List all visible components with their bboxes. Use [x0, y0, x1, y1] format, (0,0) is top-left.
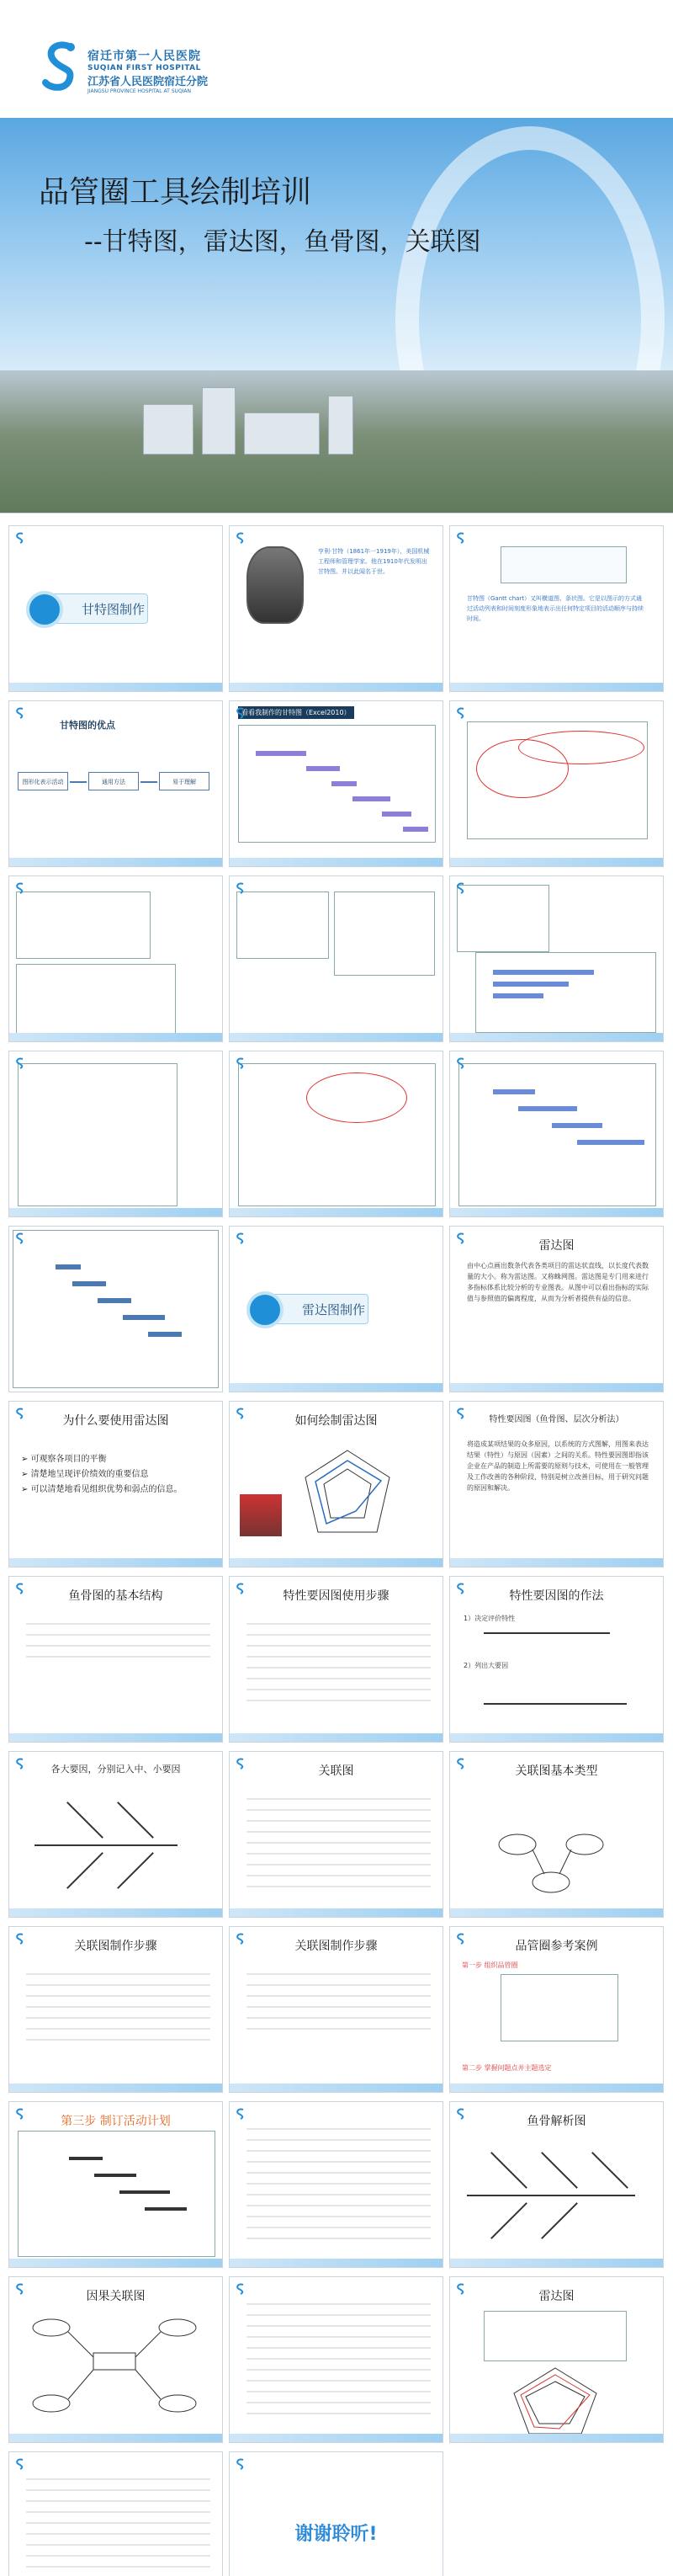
slide-footer-wave	[450, 1558, 663, 1567]
slide-footer-wave	[9, 2259, 222, 2267]
slide-footer-wave	[9, 683, 222, 691]
slide-title: 鱼骨图的基本结构	[68, 1589, 163, 1603]
bullet-item: ➢ 清楚地呈现评价绩效的重要信息	[21, 1470, 149, 1479]
slide-footer-wave	[450, 2259, 663, 2267]
case-step-label: 第二步 掌握问题点并主题选定	[462, 2064, 552, 2072]
slide-corner-logo-icon	[235, 531, 246, 543]
slide-footer-wave	[9, 1908, 222, 1917]
gantt-bar	[382, 812, 411, 817]
steps-text-lines	[26, 1964, 210, 2048]
slide-corner-logo-icon	[235, 881, 246, 893]
slide-fish-analysis[interactable]	[449, 2101, 664, 2268]
slide-footer-wave	[230, 2259, 442, 2267]
fishbone-rib	[541, 2202, 578, 2239]
gantt-bar	[306, 766, 340, 771]
slide-title: 如何绘制雷达图	[294, 1414, 378, 1428]
slide-excel-data-1[interactable]	[8, 876, 223, 1042]
slide-corner-logo-icon	[14, 2107, 26, 2119]
plan-bar	[69, 2157, 103, 2160]
gantt-definition-text: 甘特图（Gantt chart）又叫横道图、条状图。它是以图示的方式通过活动列表和时间刻度形象地表示出任何特定项目的活动顺序与持续时间。	[467, 595, 644, 622]
chart-bar	[518, 1106, 577, 1111]
radar-diagram	[297, 1444, 398, 1545]
slide-footer-wave	[9, 1558, 222, 1567]
slide-relation-steps-1[interactable]	[8, 1926, 223, 2093]
slide-fishbone-steps[interactable]	[229, 1576, 443, 1743]
slide-corner-logo-icon	[455, 1407, 467, 1418]
method-step-1: 1）决定评价特性	[464, 1615, 516, 1622]
plan-bar	[123, 1315, 165, 1320]
advantages-title: 甘特图的优点	[60, 720, 115, 731]
chart-bar	[552, 1123, 602, 1128]
slide-corner-logo-icon	[455, 706, 467, 718]
slide-gantt-table[interactable]	[449, 700, 664, 867]
case-image	[501, 1974, 618, 2041]
slide-footer-wave	[230, 1383, 442, 1392]
fishbone-rib	[541, 2152, 578, 2189]
bullet-item: ➢ 可观察各项目的平衡	[21, 1455, 107, 1464]
slide-gantt-bio[interactable]	[229, 525, 443, 692]
data-table-image	[16, 891, 151, 959]
slide-footer-wave	[450, 2434, 663, 2442]
slide-relation-types[interactable]	[449, 1751, 664, 1918]
radar-data-table	[484, 2311, 627, 2361]
slide-title: 雷达图	[538, 1239, 575, 1253]
slide-title: 为什么要使用雷达图	[62, 1414, 169, 1428]
slide-corner-logo-icon	[235, 706, 246, 718]
slide-footer-wave	[9, 1208, 222, 1216]
excel-format-screenshot	[18, 1063, 178, 1206]
table-image	[467, 721, 648, 839]
slide-footer-wave	[230, 683, 442, 691]
slide-fishbone-method[interactable]	[449, 1576, 664, 1743]
slide-title: 因果关联图	[86, 2290, 146, 2303]
slide-corner-logo-icon	[235, 1232, 246, 1243]
section-pill	[47, 593, 148, 624]
fishbone-rib	[591, 2152, 628, 2189]
data-table-image	[16, 964, 176, 1036]
highlight-ellipse	[306, 1072, 407, 1123]
slide-radar-definition[interactable]	[449, 1226, 664, 1392]
hospital-logo-icon	[40, 39, 79, 93]
section-icon	[26, 591, 63, 628]
slide-title: 各大要因，分别记入中、小要因	[50, 1764, 181, 1775]
slide-qc-case[interactable]	[449, 1926, 664, 2093]
slide-footer-wave	[230, 1033, 442, 1041]
slide-footer-wave	[230, 2084, 442, 2092]
slide-corner-logo-icon	[14, 1582, 26, 1594]
plan-bar	[145, 2207, 187, 2211]
fishbone-definition-text: 将造成某项结果的众多原因，以系统的方式图解，用图来表达结果（特性）与原因（因素）之间的关系。特性要因图即指该企业在产品的制造上所需要的原则与技术，可使用在一般管理及工作改善的各种阶段，特别是树立改善目标，用于研究问题的原因和解决。	[467, 1440, 649, 1492]
slide-corner-logo-icon	[455, 1932, 467, 1944]
slide-footer-wave	[9, 1733, 222, 1742]
chart-bar	[493, 1089, 535, 1094]
building-shape	[202, 387, 236, 455]
fishbone-rib	[117, 1802, 154, 1839]
section-label: 甘特图制作	[82, 602, 146, 617]
slide-corner-logo-icon	[455, 1757, 467, 1769]
steps-text-lines	[246, 1964, 431, 2031]
slide-title: 鱼骨解析图	[527, 2115, 586, 2128]
slide-corner-logo-icon	[455, 2107, 467, 2119]
bullet-list	[21, 1452, 183, 1498]
slide-title: 关联图制作步骤	[294, 1940, 378, 1953]
chart-bar	[493, 970, 594, 975]
excel-menu-image	[457, 885, 549, 952]
summary-notes-lines	[26, 2469, 210, 2576]
gantt-chart-image	[238, 725, 436, 843]
slide-footer-wave	[230, 858, 442, 866]
slide-footer-wave	[450, 2084, 663, 2092]
activity-plan-table	[18, 2131, 215, 2257]
slide-fishbone-causes[interactable]	[8, 1751, 223, 1918]
slide-activity-plan[interactable]	[8, 2101, 223, 2268]
gantt-bar	[403, 827, 428, 832]
cover-title: 品管圈工具绘制培训	[39, 175, 312, 210]
slide-corner-logo-icon	[14, 2282, 26, 2294]
branch-name-en: JIANGSU PROVINCE HOSPITAL AT SUQIAN	[87, 88, 192, 94]
building-shape	[328, 396, 353, 455]
fishbone-rib	[490, 2152, 527, 2189]
slide-gantt-plan-table[interactable]	[8, 1226, 223, 1392]
fishbone-rib	[66, 1802, 103, 1839]
slide-footer-wave	[230, 1208, 442, 1216]
advantage-chip: 图形化表示活动	[18, 772, 68, 790]
slide-fishbone-definition[interactable]	[449, 1401, 664, 1567]
slide-corner-logo-icon	[455, 881, 467, 893]
slide-corner-logo-icon	[235, 2107, 246, 2119]
slide-corner-logo-icon	[455, 1232, 467, 1243]
slide-title: 特性要因图的作法	[509, 1589, 604, 1603]
slide-title: 品管圈参考案例	[515, 1940, 598, 1953]
slide-excel-data-2[interactable]	[229, 876, 443, 1042]
slide-corner-logo-icon	[14, 1232, 26, 1243]
slide-footer-wave	[9, 2434, 222, 2442]
fishbone-rib	[66, 1852, 103, 1889]
slide-title: 特性要因图使用步骤	[283, 1589, 389, 1603]
gantt-bar	[331, 781, 357, 786]
slide-title: 第三步 制订活动计划	[61, 2115, 171, 2128]
gantt-bio-text: 亨利·甘特（1861年一1919年），美国机械工程师和管理学家。他在1910年代发明出甘特图。并以此闻名于世。	[318, 548, 430, 575]
slide-title: 关联图制作步骤	[74, 1940, 157, 1953]
slide-footer-wave	[450, 1033, 663, 1041]
slide-title: 关联图	[318, 1764, 354, 1778]
slide-corner-logo-icon	[14, 1932, 26, 1944]
section-pill	[268, 1294, 368, 1324]
hospital-name-cn: 宿迁市第一人民医院	[87, 50, 201, 63]
hospital-name-en: SUQIAN FIRST HOSPITAL	[87, 64, 201, 72]
section-label: 雷达图制作	[302, 1302, 366, 1317]
final-gantt-chart	[458, 1063, 656, 1206]
excel-slide-title: 看看我制作的甘特图（Excel2010）	[238, 706, 354, 719]
fishbone-spine	[484, 1703, 627, 1705]
slide-summary-notes[interactable]	[8, 2451, 223, 2576]
slide-how-radar[interactable]	[229, 1401, 443, 1567]
slide-footer-wave	[450, 1908, 663, 1917]
highlight-ellipse	[518, 731, 644, 764]
slide-gantt-excel[interactable]	[229, 700, 443, 867]
slide-footer-wave	[9, 1033, 222, 1041]
branch-name-cn: 江苏省人民医院宿迁分院	[87, 76, 209, 88]
slide-excel-format-2[interactable]	[229, 1051, 443, 1217]
slide-footer-wave	[450, 683, 663, 691]
fishbone-spine	[484, 1632, 610, 1634]
excel-chart-image	[475, 952, 656, 1033]
bullet-item: ➢ 可以清楚地看见组织优势和弱点的信息。	[21, 1485, 183, 1494]
gantt-bar	[352, 796, 390, 801]
slide-corner-logo-icon	[14, 2457, 26, 2469]
slide-footer-wave	[230, 1558, 442, 1567]
radar-example-chart	[509, 2365, 601, 2437]
books-image	[240, 1494, 282, 1536]
slide-footer-wave	[9, 858, 222, 866]
slide-gantt-advantages[interactable]	[8, 700, 223, 867]
chart-bar	[493, 982, 569, 987]
slide-gantt-definition[interactable]	[449, 525, 664, 692]
slide-excel-format-1[interactable]	[8, 1051, 223, 1217]
slide-footer-wave	[450, 1733, 663, 1742]
slide-title: 雷达图	[538, 2290, 575, 2303]
cover-slide	[0, 0, 673, 514]
advantage-chip: 易于理解	[159, 772, 209, 790]
slide-excel-final-chart[interactable]	[449, 1051, 664, 1217]
cover-subtitle: --甘特图，雷达图，鱼骨图，关联图	[84, 227, 481, 257]
radar-definition-text: 由中心点画出数条代表各类项目的雷达状直线，以长度代表数量的大小。称为雷达图。又称蛛网图。雷达图是专门用来进行多指标体系比较分析的专业图表。从图中可以看出指标的实际值与参照值的偏离程度，从而为分析者提供有益的信息。	[467, 1262, 649, 1302]
section-icon	[246, 1291, 284, 1328]
slide-relation-steps-2[interactable]	[229, 1926, 443, 2093]
chart-bar	[577, 1140, 644, 1145]
slide-footer-wave	[450, 1383, 663, 1392]
plan-bar	[56, 1264, 81, 1269]
plan-bar	[148, 1332, 182, 1337]
slide-title: 关联图基本类型	[515, 1764, 598, 1778]
slide-thanks[interactable]	[229, 2451, 443, 2576]
slide-corner-logo-icon	[14, 706, 26, 718]
plan-table-image	[13, 1230, 219, 1388]
slide-radar-section[interactable]	[229, 1226, 443, 1392]
structure-text-lines	[26, 1614, 210, 1664]
hospital-name-block	[87, 47, 208, 94]
plan-bar	[119, 2190, 170, 2194]
slide-relation-def[interactable]	[229, 1751, 443, 1918]
fishbone-spine	[467, 2195, 635, 2196]
slide-footer-wave	[230, 1733, 442, 1742]
slide-radar-example[interactable]	[449, 2276, 664, 2443]
steps-text-lines	[246, 1614, 431, 1706]
slide-cause-relation[interactable]	[8, 2276, 223, 2443]
cover-hospital-photo	[0, 370, 673, 514]
chart-bar	[493, 993, 543, 998]
slide-excel-chart[interactable]	[449, 876, 664, 1042]
slide-corner-logo-icon	[235, 2457, 246, 2469]
slide-corner-logo-icon	[455, 1056, 467, 1068]
slide-footer-wave	[230, 1908, 442, 1917]
building-shape	[143, 404, 193, 455]
cause-notes-lines	[246, 2294, 431, 2420]
slide-corner-logo-icon	[14, 1407, 26, 1418]
slide-title: 特性要因图（鱼骨图、层次分析法）	[489, 1415, 624, 1424]
fishbone-spine	[34, 1844, 178, 1846]
thanks-text: 谢谢聆听!	[294, 2524, 378, 2545]
slide-footer-wave	[230, 2434, 442, 2442]
slide-corner-logo-icon	[235, 2282, 246, 2294]
data-table-image	[236, 891, 329, 959]
plan-bar	[94, 2174, 136, 2177]
portrait-photo	[246, 546, 304, 624]
slide-corner-logo-icon	[455, 531, 467, 543]
excel-dialog-image	[334, 891, 435, 976]
excel-format-screenshot	[238, 1063, 436, 1206]
relation-type-diagram	[484, 1819, 627, 1903]
plan-bar	[98, 1298, 131, 1303]
gantt-bar	[256, 751, 306, 756]
slide-why-radar[interactable]	[8, 1401, 223, 1567]
slide-gantt-section[interactable]	[8, 525, 223, 692]
slide-footer-wave	[450, 858, 663, 866]
slide-plan-notes[interactable]	[229, 2101, 443, 2268]
mini-gantt-image	[501, 546, 627, 583]
advantage-chip: 通用方法	[88, 772, 139, 790]
case-step-label: 第一步 组织品管圈	[462, 1961, 518, 1969]
arrow-connector	[70, 781, 87, 783]
fishbone-rib	[117, 1852, 154, 1889]
slide-corner-logo-icon	[14, 1757, 26, 1769]
building-shape	[244, 412, 320, 455]
method-step-2: 2）列出大要因	[464, 1662, 509, 1669]
slide-corner-logo-icon	[235, 1582, 246, 1594]
plan-notes-lines	[246, 2119, 431, 2245]
slide-corner-logo-icon	[455, 2282, 467, 2294]
slide-footer-wave	[450, 1208, 663, 1216]
slide-footer-wave	[9, 2084, 222, 2092]
slide-cause-notes[interactable]	[229, 2276, 443, 2443]
slide-corner-logo-icon	[14, 1056, 26, 1068]
slide-corner-logo-icon	[235, 1056, 246, 1068]
slide-corner-logo-icon	[14, 531, 26, 543]
slide-corner-logo-icon	[14, 881, 26, 893]
relation-text-lines	[246, 1789, 431, 1890]
slide-corner-logo-icon	[235, 1932, 246, 1944]
cause-relation-diagram	[26, 2311, 203, 2429]
slide-corner-logo-icon	[455, 1582, 467, 1594]
fishbone-rib	[490, 2202, 527, 2239]
slide-corner-logo-icon	[235, 1757, 246, 1769]
arrow-connector	[140, 781, 157, 783]
plan-bar	[72, 1281, 106, 1286]
slide-corner-logo-icon	[235, 1407, 246, 1418]
slide-fishbone-structure[interactable]	[8, 1576, 223, 1743]
